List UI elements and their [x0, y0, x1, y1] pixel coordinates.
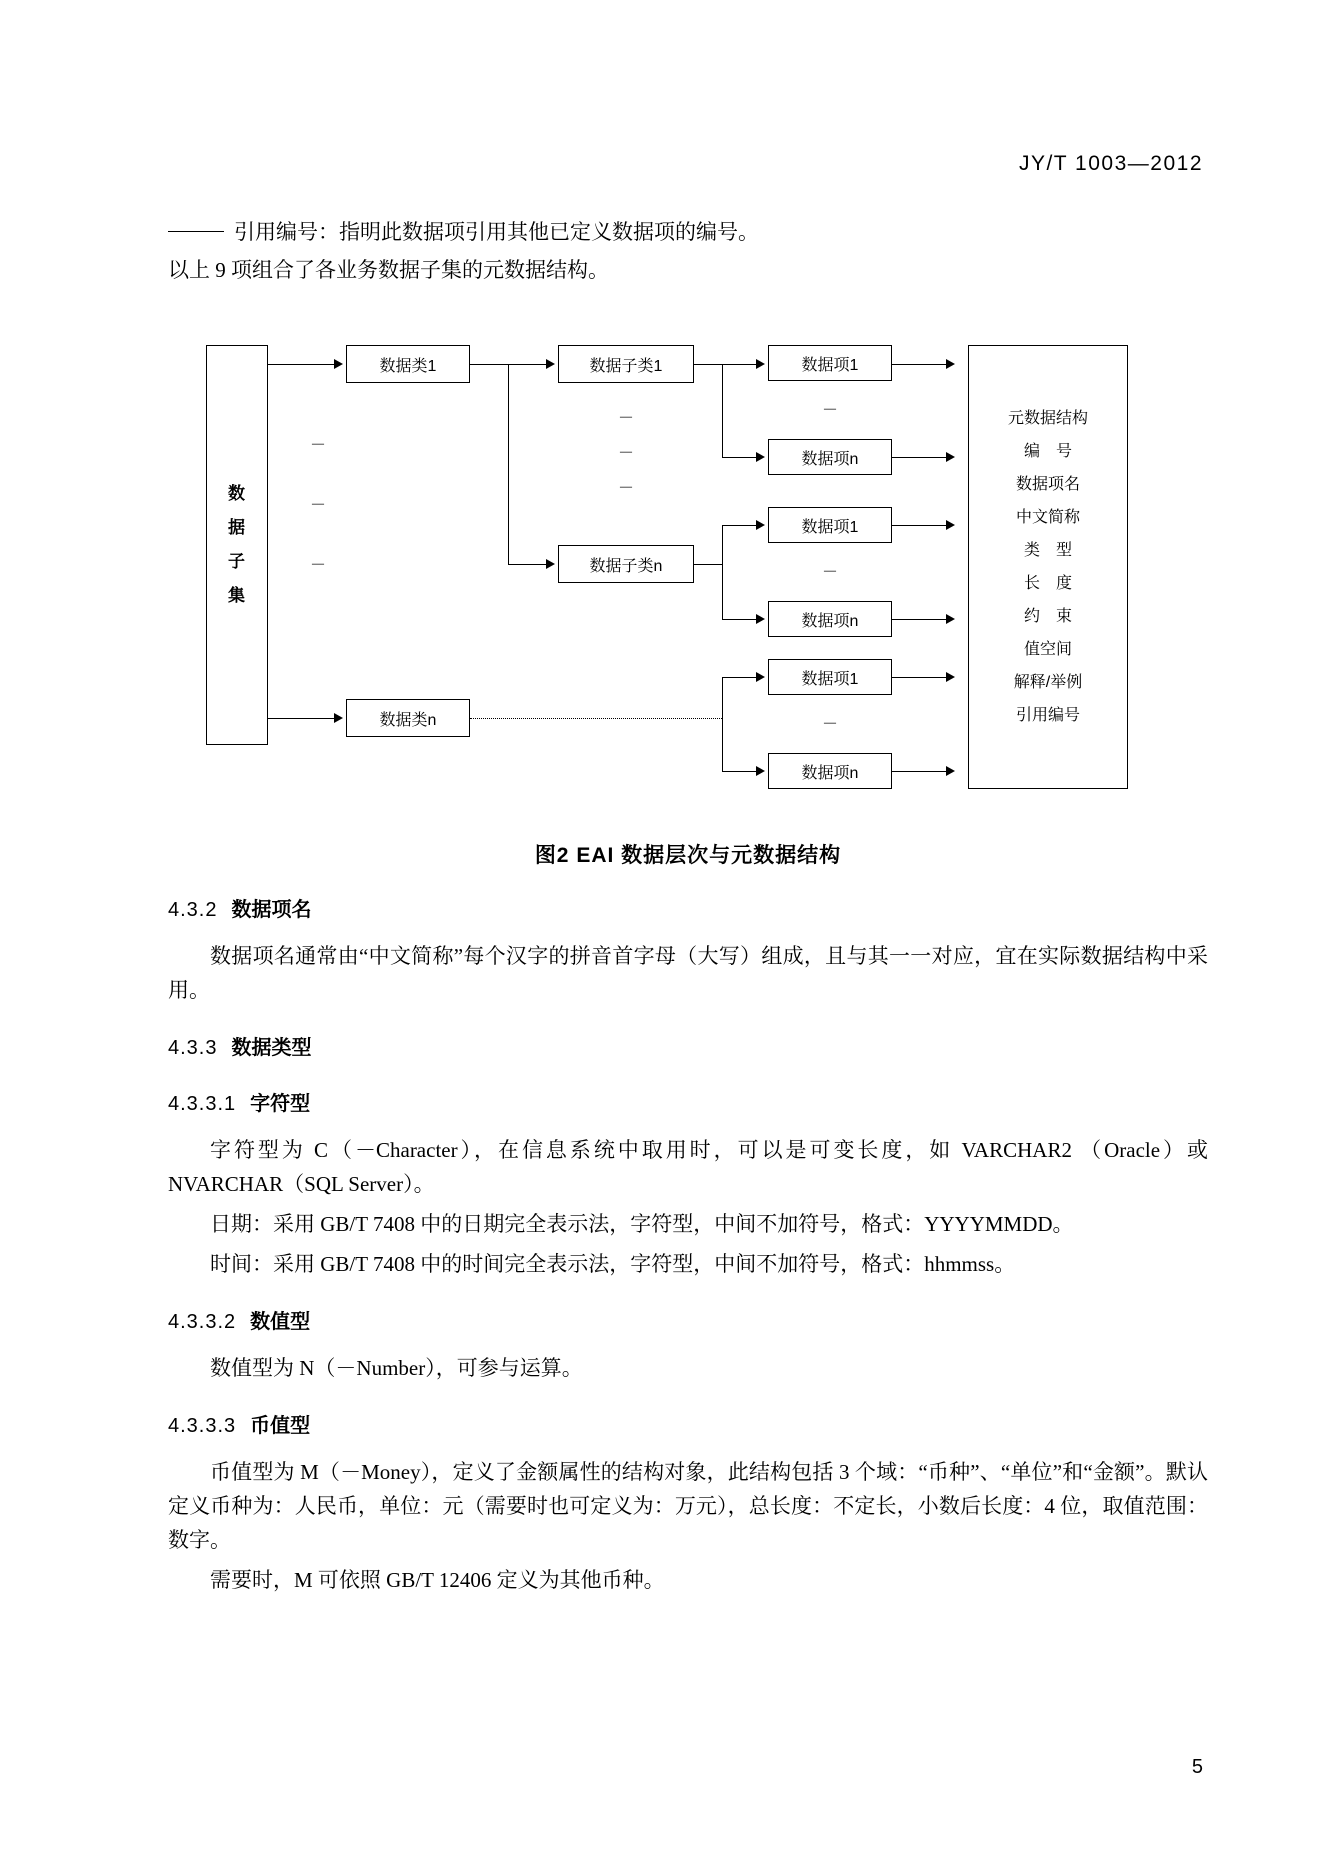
heading-4-3-3-3 [168, 1411, 1208, 1441]
connector-item1b-in [722, 525, 756, 526]
arrow-subclass1 [546, 359, 555, 369]
para-4-3-3-3-1: 币值型为 M（－Money），定义了金额属性的结构对象，此结构包括 3 个域：“币种”、“单位”和“金额”。默认定义币种为：人民币，单位：元（需要时也可定义为：万元），总长度：不定长，小数后长度：4 位，取值范围：数字。 [168, 1460, 1208, 1552]
dash-list-item [168, 215, 1208, 249]
figure-node-item-nb: 数据项n [768, 601, 892, 637]
arrow-subclassn [546, 559, 555, 569]
connector-classn-dotted [470, 718, 722, 719]
para-4-3-3-1-3: 时间：采用 GB/T 7408 中的时间完全表示法，字符型，中间不加符号，格式：hhmmss。 [210, 1252, 1016, 1276]
meta-row-4: 类 型 [1023, 542, 1072, 559]
connector-itemnc-meta [892, 771, 946, 772]
heading-4-3-3 [168, 1033, 1208, 1063]
connector-item1b-meta [892, 525, 946, 526]
arrow-item1b [756, 520, 765, 530]
root-char-4: 集 [228, 586, 246, 605]
meta-row-5: 长 度 [1023, 575, 1072, 592]
figure-ellipsis-root-col-3: － [309, 557, 326, 574]
connector-item1a-meta [892, 364, 946, 365]
heading-4-3-2 [168, 895, 1208, 925]
meta-row-9: 引用编号 [1015, 707, 1080, 724]
arrow-item1c-meta [946, 672, 955, 682]
para-4-3-2-1: 数据项名通常由“中文简称”每个汉字的拼音首字母（大写）组成，且与其一一对应，宜在实际数据结构中采用。 [168, 944, 1208, 1002]
heading-4-3-3-1-title: 字符型 [250, 1093, 311, 1115]
dash-list-item-text: 引用编号：指明此数据项引用其他已定义数据项的编号。 [234, 220, 759, 244]
connector-itemsA-vertical [722, 364, 723, 457]
figure-ellipsis-subclass-2: － [617, 445, 634, 462]
figure-node-root [206, 345, 268, 745]
connector-subclass1-in [508, 364, 546, 365]
page-header-standard-code: JY/T 1003—2012 [1018, 152, 1203, 175]
heading-4-3-3-3-title: 币值型 [250, 1415, 311, 1437]
figure-ellipsis-item-b: － [821, 564, 838, 581]
para-4-3-3-1-1: 字符型为 C（－Character），在信息系统中取用时，可以是可变长度，如 VARCHAR2 （Oracle）或 NVARCHAR（SQL Server）。 [168, 1138, 1208, 1196]
root-char-2: 据 [228, 518, 246, 537]
heading-4-3-3-1 [168, 1089, 1208, 1119]
heading-4-3-2-number: 4.3.2 [168, 899, 218, 921]
arrow-itemnc-meta [946, 766, 955, 776]
figure-node-item-na: 数据项n [768, 439, 892, 475]
para-4-3-3-3-2: 需要时，M 可依照 GB/T 12406 定义为其他币种。 [210, 1568, 665, 1592]
connector-subclass1-out [694, 364, 722, 365]
arrow-item1a [756, 359, 765, 369]
arrow-root-classn [334, 713, 343, 723]
connector-item1c-in [722, 677, 756, 678]
figure-node-class-n: 数据类n [346, 699, 470, 737]
meta-row-2: 数据项名 [1015, 476, 1080, 493]
meta-row-1: 编 号 [1023, 443, 1072, 460]
para-4-3-3-2-1: 数值型为 N（－Number），可参与运算。 [210, 1356, 583, 1380]
arrow-itemna [756, 452, 765, 462]
heading-4-3-2-title: 数据项名 [231, 899, 312, 921]
figure-node-subclass-n: 数据子类n [558, 545, 694, 583]
root-char-1: 数 [228, 484, 246, 503]
figure-ellipsis-root-col: － [309, 437, 326, 454]
arrow-itemnb [756, 614, 765, 624]
connector-root-classn [268, 718, 334, 719]
para-4-3-3-1-2: 日期：采用 GB/T 7408 中的日期完全表示法，字符型，中间不加符号，格式：YYYYMMDD。 [210, 1212, 1074, 1236]
figure-node-item-1a: 数据项1 [768, 345, 892, 381]
meta-row-3: 中文简称 [1015, 509, 1080, 526]
heading-4-3-3-number: 4.3.3 [168, 1037, 218, 1059]
connector-subclassn-in [508, 564, 546, 565]
connector-item1a-in [722, 364, 756, 365]
dash-mark [168, 231, 224, 232]
connector-subclassn-out [694, 564, 722, 565]
heading-4-3-3-2-number: 4.3.3.2 [168, 1311, 237, 1333]
connector-itemsC-vertical [722, 677, 723, 771]
connector-itemna-in [722, 457, 756, 458]
figure-node-item-1b: 数据项1 [768, 507, 892, 543]
connector-itemnb-in [722, 619, 756, 620]
meta-row-6: 约 束 [1023, 608, 1072, 625]
heading-4-3-3-1-number: 4.3.3.1 [168, 1093, 237, 1115]
page-number: 5 [1191, 1756, 1203, 1778]
arrow-item1c [756, 672, 765, 682]
figure-ellipsis-item-a: － [821, 402, 838, 419]
intro-summary: 以上 9 项组合了各业务数据子集的元数据结构。 [168, 258, 609, 282]
figure-ellipsis-item-c: － [821, 716, 838, 733]
figure-node-item-nc: 数据项n [768, 753, 892, 789]
arrow-item1b-meta [946, 520, 955, 530]
figure-ellipsis-subclass-1: － [617, 410, 634, 427]
connector-root-class1 [268, 364, 334, 365]
figure-eai-data-hierarchy [168, 327, 1208, 817]
connector-class1-vertical [508, 364, 509, 564]
meta-row-7: 值空间 [1023, 641, 1072, 658]
connector-class1-out [470, 364, 508, 365]
arrow-root-class1 [334, 359, 343, 369]
connector-itemna-meta [892, 457, 946, 458]
heading-4-3-3-2 [168, 1307, 1208, 1337]
document-content [168, 215, 1208, 1603]
heading-4-3-3-3-number: 4.3.3.3 [168, 1415, 237, 1437]
heading-4-3-3-2-title: 数值型 [250, 1311, 311, 1333]
connector-itemnb-meta [892, 619, 946, 620]
heading-4-3-3-title: 数据类型 [231, 1037, 312, 1059]
figure-caption: 图2 EAI 数据层次与元数据结构 [534, 844, 842, 867]
connector-item1c-meta [892, 677, 946, 678]
figure-ellipsis-root-col-2: － [309, 497, 326, 514]
arrow-item1a-meta [946, 359, 955, 369]
meta-row-8: 解释/举例 [1013, 674, 1083, 691]
arrow-itemnc [756, 766, 765, 776]
root-char-3: 子 [228, 552, 246, 571]
figure-node-metadata-structure [968, 345, 1128, 789]
meta-row-0: 元数据结构 [1007, 410, 1088, 427]
connector-itemnc-in [722, 771, 756, 772]
figure-node-item-1c: 数据项1 [768, 659, 892, 695]
figure-node-subclass-1: 数据子类1 [558, 345, 694, 383]
figure-node-class-1: 数据类1 [346, 345, 470, 383]
arrow-itemna-meta [946, 452, 955, 462]
connector-itemsB-vertical [722, 525, 723, 619]
arrow-itemnb-meta [946, 614, 955, 624]
figure-ellipsis-subclass-3: － [617, 480, 634, 497]
